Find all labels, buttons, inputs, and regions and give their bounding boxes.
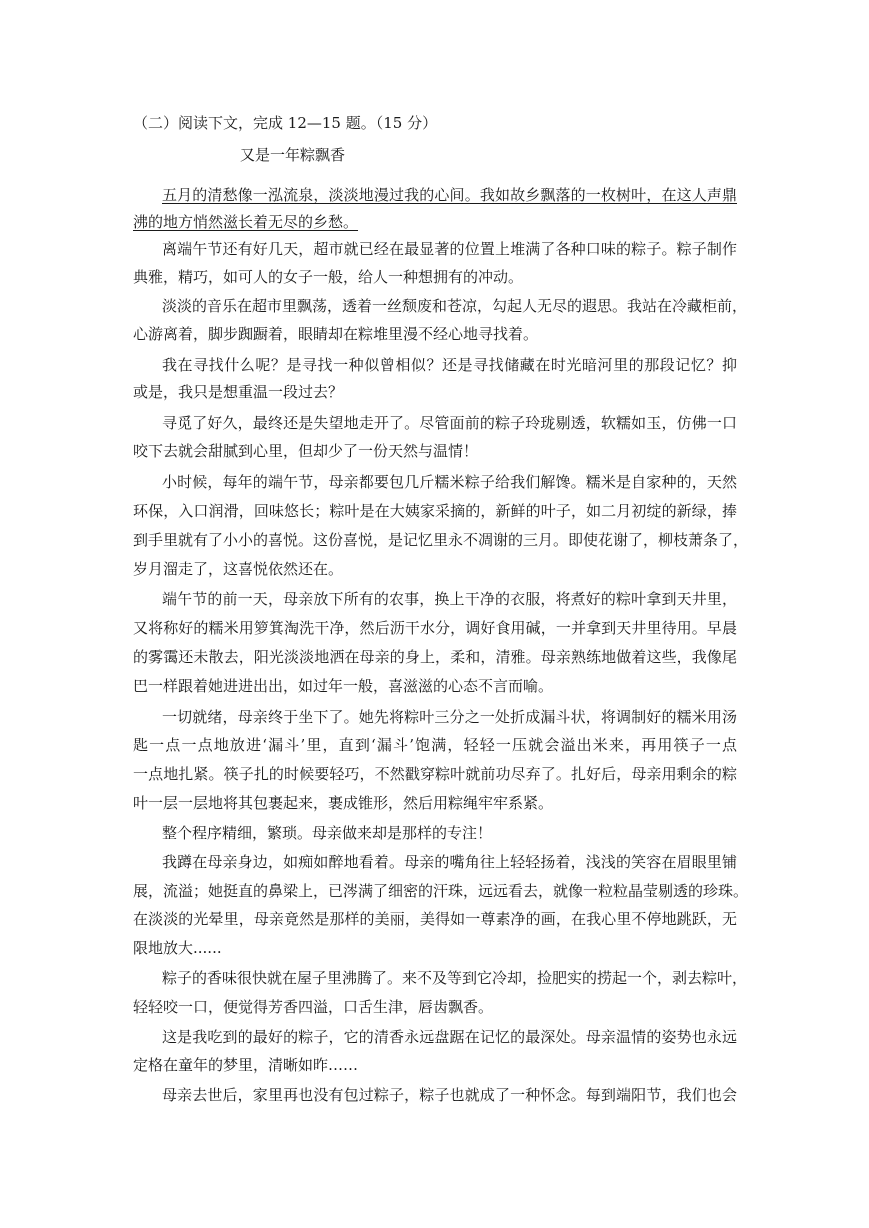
section-heading: （二）阅读下文，完成 12—15 题。（15 分）: [133, 114, 438, 132]
paragraph-line: 心游离着，脚步踟蹰着，眼睛却在粽堆里漫不经心地寻找着。: [133, 325, 539, 343]
paragraph-line: 又将称好的糯米用箩箕淘洗干净，然后沥干水分，调好食用碱，一并拿到天井里待用。早晨: [133, 619, 737, 637]
paragraph-line: 我蹲在母亲身边，如痴如醉地看着。母亲的嘴角往上轻轻扬着，浅浅的笑容在眉眼里铺: [162, 853, 737, 871]
paragraph-line: 典雅，精巧，如可人的女子一般，给人一种想拥有的冲动。: [133, 268, 524, 286]
paragraph-line: 岁月溜走了，这喜悦依然还在。: [133, 560, 344, 578]
paragraph-line: 到手里就有了小小的喜悦。这份喜悦，是记忆里永不凋谢的三月。即使花谢了，柳枝萧条了，: [133, 531, 749, 549]
essay-title: 又是一年粽飘香: [240, 146, 346, 164]
paragraph-line: 我在寻找什么呢？是寻找一种似曾相似？还是寻找储藏在时光暗河里的那段记忆？抑: [162, 356, 737, 374]
paragraph-line: 叶一层一层地将其包裹起来，裹成锥形，然后用粽绳牢牢系紧。: [133, 794, 554, 812]
paragraph-line: 一点地扎紧。筷子扎的时候要轻巧，不然戳穿粽叶就前功尽弃了。扎好后，母亲用剩余的粽: [133, 765, 737, 783]
paragraph-line: 咬下去就会甜腻到心里，但却少了一份天然与温情！: [133, 442, 479, 460]
paragraph-line: 寻觅了好久，最终还是失望地走开了。尽管面前的粽子玲珑剔透，软糯如玉，仿佛一口: [162, 414, 737, 432]
paragraph-line: 五月的清愁像一泓流泉，淡淡地漫过我的心间。我如故乡飘落的一枚树叶，在这人声鼎: [162, 186, 737, 204]
paragraph-line: 淡淡的音乐在超市里飘荡，透着一丝颓废和苍凉，勾起人无尽的遐思。我站在冷藏柜前，: [162, 297, 748, 315]
paragraph-line: 端午节的前一天，母亲放下所有的农事，换上干净的衣服，将煮好的粽叶拿到天井里，: [162, 590, 737, 608]
paragraph-line: 的雾霭还未散去，阳光淡淡地洒在母亲的身上，柔和，清雅。母亲熟练地做着这些，我像尾: [133, 648, 737, 666]
paragraph-line: 在淡淡的光晕里，母亲竟然是那样的美丽，美得如一尊素净的画，在我心里不停地跳跃，无: [133, 910, 737, 928]
paragraph-line: 轻轻咬一口，便觉得芳香四溢，口舌生津，唇齿飘香。: [133, 998, 494, 1016]
paragraph-line: 展，流溢；她挺直的鼻梁上，已涔满了细密的汗珠，远远看去，就像一粒粒晶莹剔透的珍珠。: [133, 882, 749, 900]
paragraph-line: 粽子的香味很快就在屋子里沸腾了。来不及等到它冷却，捡肥实的捞起一个，剥去粽叶，: [162, 969, 748, 987]
paragraph-line: 沸的地方悄然滋长着无尽的乡愁。: [133, 213, 359, 231]
paragraph-line: 母亲去世后，家里再也没有包过粽子，粽子也就成了一种怀念。每到端阳节，我们也会: [162, 1086, 737, 1104]
paragraph-line: 巴一样跟着她进进出出，如过年一般，喜滋滋的心态不言而喻。: [133, 677, 554, 695]
paragraph-line: 整个程序精细，繁琐。母亲做来却是那样的专注！: [162, 824, 493, 842]
paragraph-line: 匙一点一点地放进‘漏斗’里，直到‘漏斗’饱满，轻轻一压就会溢出米来，再用筷子一点: [133, 736, 737, 754]
paragraph-line: 或是，我只是想重温一段过去？: [133, 383, 344, 401]
paragraph-line: 一切就绪，母亲终于坐下了。她先将粽叶三分之一处折成漏斗状，将调制好的糯米用汤: [162, 708, 737, 726]
paragraph-line: 定格在童年的梦里，清晰如昨……: [133, 1056, 359, 1074]
paragraph-line: 离端午节还有好几天，超市就已经在最显著的位置上堆满了各种口味的粽子。粽子制作: [162, 240, 737, 258]
paragraph-line: 环保，入口润滑，回味悠长；粽叶是在大姨家采摘的，新鲜的叶子，如二月初绽的新绿，捧: [133, 502, 737, 520]
paragraph-line: 这是我吃到的最好的粽子，它的清香永远盘踞在记忆的最深处。母亲温情的姿势也永远: [162, 1028, 737, 1046]
paragraph-line: 小时候，每年的端午节，母亲都要包几斤糯米粽子给我们解馋。糯米是自家种的，天然: [162, 473, 737, 491]
paragraph-line: 限地放大......: [133, 939, 222, 957]
